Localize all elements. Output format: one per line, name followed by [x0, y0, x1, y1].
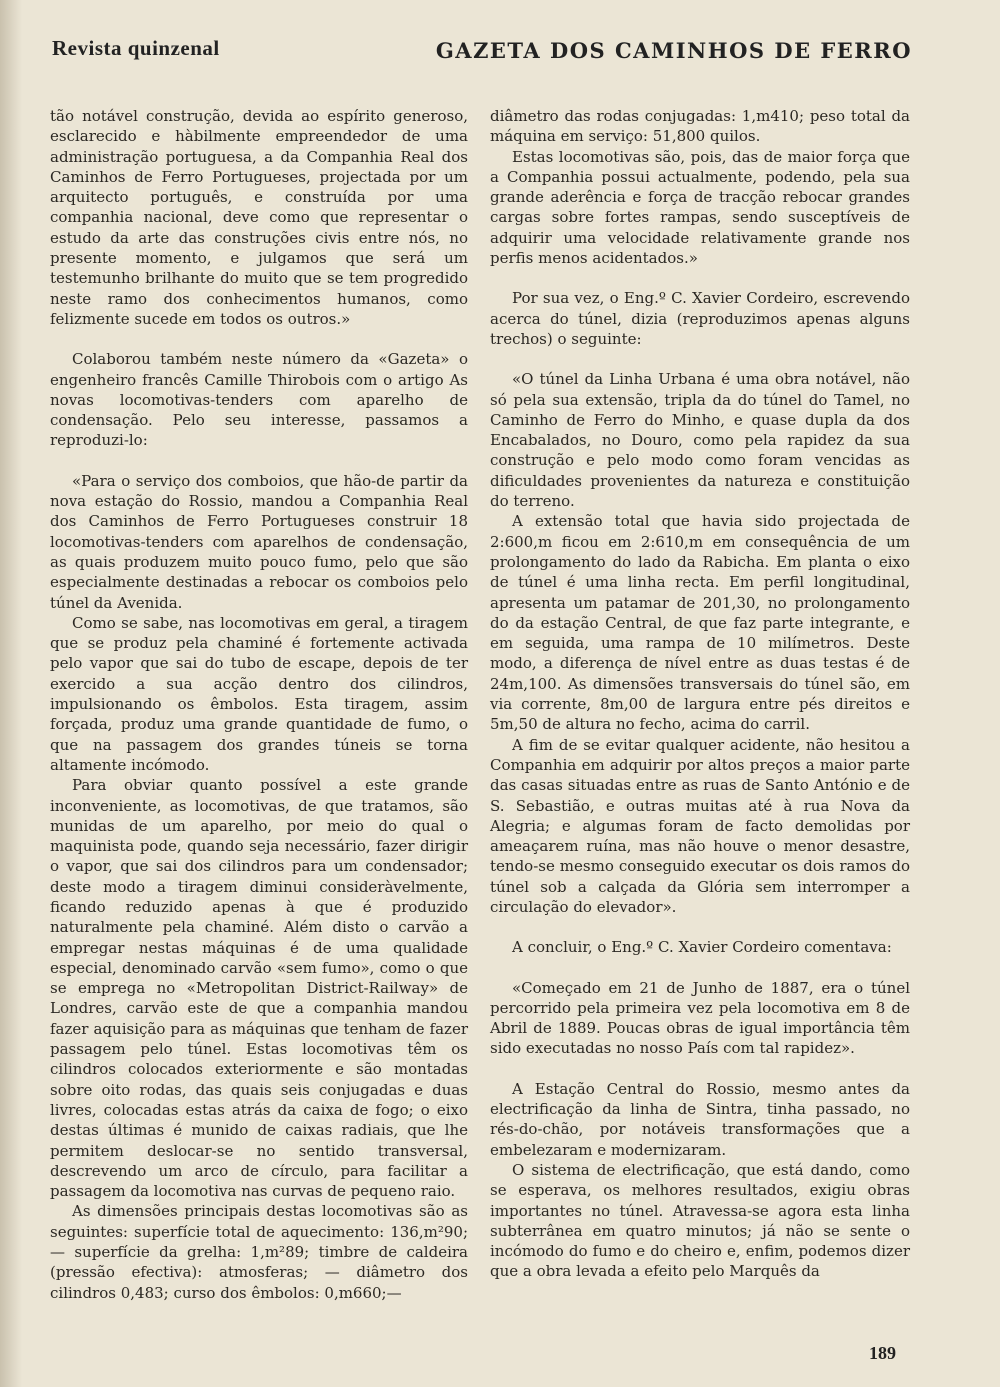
paragraph: «Começado em 21 de Junho de 1887, era o túnel percorrido pela primeira vez pela locomotiva em 8 de Abril de 1889. Poucas obras de igual importância têm sido executadas no nosso País com tal rapidez». — [490, 978, 910, 1058]
paragraph: A extensão total que havia sido projectada de 2:600,m ficou em 2:610,m em consequência de um prolongamento do lado da Rabicha. Em planta o eixo de túnel é uma linha recta. Em perfil longitudinal, apresenta um patamar de 201,30, no prolongamento do da estação Central, de que faz parte integrante, e em seguida, uma rampa de 10 milímetros. Deste modo, a diferença de nível entre as duas testas é de 24m,100. As dimensões transversais do túnel são, em via corrente, 8m,00 de largura entre pés direitos e 5m,50 de altura no fecho, acima do carril. — [490, 512, 910, 734]
paragraph: O sistema de electrificação, que está dando, como se esperava, os melhores resultados, exigiu obras importantes no túnel. Atravessa-se agora esta linha subterrânea em quatro minutos; já não se sente o incómodo do fumo e do cheiro e, enfim, podemos dizer que a obra levada a efeito pelo Marquês da — [490, 1160, 910, 1281]
paragraph: «Para o serviço dos comboios, que hão-de partir da nova estação do Rossio, mandou a Companhia Real dos Caminhos de Ferro Portugueses construir 18 locomotivas-tenders com aparelhos de condensação, as quais produzem muito pouco fumo, pelo que são especialmente destinadas a rebocar os comboios pelo túnel da Avenida. — [50, 471, 468, 612]
page-number: 189 — [869, 1343, 896, 1363]
paragraph: A Estação Central do Rossio, mesmo antes da electrificação da linha de Sintra, tinha passado, no rés-do-chão, por notáveis transformações que a embelezaram e modernizaram. — [490, 1079, 910, 1159]
header-publication-frequency: Revista quinzenal — [52, 36, 220, 60]
paragraph: tão notável construção, devida ao espírito generoso, esclarecido e hàbilmente empreendedor de uma administração portuguesa, a da Companhia Real dos Caminhos de Ferro Portugueses, projectada por um arquitecto português, e construída por uma companhia nacional, deve como que representar o estudo da arte das construções civis entre nós, no presente momento, e julgamos que será um testemunho brilhante do muito que se tem progredido neste ramo dos conhecimentos humanos, como felizmente sucede em todos os outros.» — [50, 107, 468, 328]
paragraph: A fim de se evitar qualquer acidente, não hesitou a Companhia em adquirir por altos preços a maior parte das casas situadas entre as ruas de Santo António e de S. Sebastião, e outras muitas até à rua Nova da Alegria; e algumas foram de facto demolidas por ameaçarem ruína, mas não houve o menor desastre, tendo-se mesmo conseguido executar os dois ramos do túnel sob a calçada da Glória sem interromper a circulação do elevador». — [490, 735, 910, 916]
paragraph: Colaborou também neste número da «Gazeta» o engenheiro francês Camille Thirobois com o artigo As novas locomotivas-tenders com aparelho de condensação. Pelo seu interesse, passamos a reproduzi-lo: — [50, 350, 468, 450]
text-column-right — [490, 106, 910, 1282]
paragraph: Como se sabe, nas locomotivas em geral, a tiragem que se produz pela chaminé é fortemente activada pelo vapor que sai do tubo de escape, depois de ter exercido a sua acção dentro dos cilindros, impulsionando os êmbolos. Esta tiragem, assim forçada, produz uma grande quantidade de fumo, o que na passagem dos grandes túneis se torna altamente incómodo. — [50, 613, 468, 774]
binding-shadow — [0, 0, 22, 1387]
header-magazine-title: GAZETA DOS CAMINHOS DE FERRO — [435, 38, 912, 63]
paragraph: Estas locomotivas são, pois, das de maior força que a Companhia possui actualmente, podendo, pela sua grande aderência e força de tracção rebocar grandes cargas sobre fortes rampas, sendo susceptíveis de adquirir uma velocidade relativamente grande nos perfis menos acidentados.» — [490, 147, 910, 268]
paragraph: Para obviar quanto possível a este grande inconveniente, as locomotivas, de que tratamos, são munidas de um aparelho, por meio do qual o maquinista pode, quando seja necessário, fazer dirigir o vapor, que sai dos cilindros para um condensador; deste modo a tiragem diminui consideràvelmente, ficando reduzido apenas à que é produzido naturalmente pela chaminé. Além disto o carvão a empregar nestas máquinas é de uma qualidade especial, denominado carvão «sem fumo», como o que se emprega no «Metropolitan District-Railway» de Londres, carvão este de que a companhia mandou fazer aquisição para as máquinas que tenham de fazer passagem pelo túnel. Estas locomotivas têm os cilindros colocados exteriormente e são montadas sobre oito rodas, das quais seis conjugadas e duas livres, colocadas estas atrás da caixa de fogo; o eixo destas últimas é munido de caixas radiais, que lhe permitem deslocar-se no sentido transversal, descrevendo um arco de círculo, para facilitar a passagem da locomotiva nas curvas de pequeno raio. — [50, 776, 468, 1201]
text-column-left — [50, 106, 468, 1303]
paragraph: diâmetro das rodas conjugadas: 1,m410; peso total da máquina em serviço: 51,800 quilos. — [490, 107, 910, 146]
paragraph: «O túnel da Linha Urbana é uma obra notável, não só pela sua extensão, tripla da do túnel do Tamel, no Caminho de Ferro do Minho, e quase dupla da dos Encabalados, no Douro, como pela rapidez da sua construção e pelo modo como foram vencidas as dificuldades provenientes da natureza e constituição do terreno. — [490, 370, 910, 511]
paragraph: Por sua vez, o Eng.º C. Xavier Cordeiro, escrevendo acerca do túnel, dizia (reproduzimos apenas alguns trechos) o seguinte: — [490, 289, 910, 348]
paragraph: A concluir, o Eng.º C. Xavier Cordeiro comentava: — [512, 938, 892, 957]
paragraph: As dimensões principais destas locomotivas são as seguintes: superfície total de aquecimento: 136,m²90; — superfície da grelha: 1,m²89; timbre de caldeira (pressão efectiva): atmosferas; — diâmetro dos cilindros 0,483; curso dos êmbolos: 0,m660;— — [50, 1202, 468, 1302]
